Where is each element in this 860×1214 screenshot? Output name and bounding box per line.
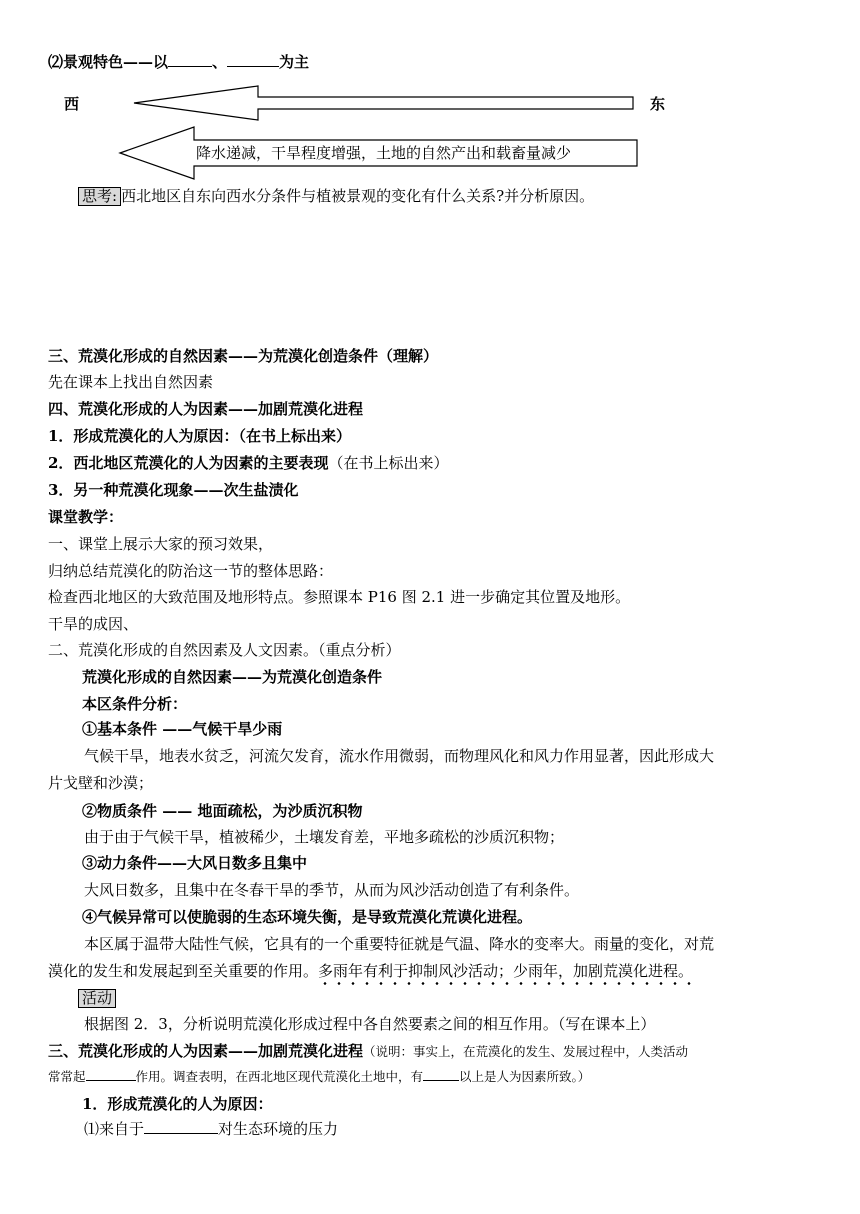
human-note-b1: 常常起 [48, 1069, 86, 1084]
gradient-arrows-diagram [0, 0, 860, 200]
fill-blank[interactable] [423, 1069, 459, 1081]
think-text: 西北地区自东向西水分条件与植被景观的变化有什么关系?并分析原因。 [121, 187, 595, 205]
lesson-p1: 一、课堂上展示大家的预习效果， [48, 535, 274, 553]
human-sub1-b: 对生态环境的压力 [218, 1120, 339, 1138]
fill-blank[interactable] [144, 1119, 218, 1134]
heading-prefix: ⑵景观特色——以 [48, 53, 169, 71]
human-note-b3: 以上是人为因素所致。） [459, 1069, 591, 1084]
think-label: 思考: [78, 187, 121, 206]
west-label: 西 [64, 95, 80, 113]
c4-title: ④气候异常可以使脆弱的生态环境失衡，是导致荒漠化荒谟化进程。 [82, 908, 533, 926]
c4-text-c-emphasis: 多雨年有利于抑制风沙活动；少雨年，加剧荒漠化进程。 [318, 962, 693, 986]
c4-text-b: 漠化的发生和发展起到至关重要的作用。 [48, 962, 319, 980]
human-sub1 [84, 1119, 338, 1139]
c1-text-a: 气候干旱，地表水贫乏，河流欠发育，流水作用微弱，而物理风化和风力作用显著，因此形成大 [84, 747, 715, 765]
lesson-title: 课堂教学： [48, 508, 124, 526]
human-note-b2: 作用。调查表明，在西北地区现代荒漠化土地中，有 [135, 1069, 424, 1084]
lesson-p5: 二、荒漠化形成的自然因素及人文因素。（重点分析） [48, 641, 401, 659]
s4-title: 四、荒漠化形成的人为因素——加剧荒漠化进程 [48, 400, 364, 418]
s4-item1: 1．形成荒漠化的人为原因：（在书上标出来） [48, 427, 351, 445]
s4-item2-title: 2．西北地区荒漠化的人为因素的主要表现 [48, 454, 329, 472]
human-note-a: （说明：事实上，在荒漠化的发生、发展过程中，人类活动 [363, 1044, 689, 1059]
activity-box [78, 988, 116, 1008]
natural-title: 荒漠化形成的自然因素——为荒漠化创造条件 [82, 668, 383, 686]
lesson-p2: 归纳总结荒漠化的防治这一节的整体思路： [48, 562, 334, 580]
heading-suffix: 为主 [279, 53, 310, 71]
human-sub1-a: ⑴来自于 [84, 1120, 145, 1138]
s3-title: 三、荒漠化形成的自然因素——为荒漠化创造条件（理解） [48, 347, 439, 365]
east-label: 东 [650, 95, 666, 113]
human-title-line [48, 1041, 688, 1062]
activity-text: 根据图 2．3，分析说明荒漠化形成过程中各自然要素之间的相互作用。（写在课本上） [84, 1015, 656, 1033]
lesson-p4: 干旱的成因、 [48, 615, 139, 633]
c3-title: ③动力条件——大风日数多且集中 [82, 854, 308, 872]
arrow-caption: 降水递减，干旱程度增强，土地的自然产出和载畜量减少 [196, 144, 572, 162]
fill-blank[interactable] [86, 1069, 136, 1081]
c4-text-a: 本区属于温带大陆性气候，它具有的一个重要特征就是气温、降水的变率大。雨量的变化，对荒 [84, 935, 715, 953]
s4-item2-note: （在书上标出来） [328, 454, 449, 472]
heading-sep: 、 [212, 53, 228, 71]
think-line [78, 186, 594, 206]
c3-text: 大风日数多，且集中在冬春干旱的季节，从而为风沙活动创造了有利条件。 [84, 881, 580, 899]
s4-item3: 3．另一种荒漠化现象——次生盐渍化 [48, 481, 299, 499]
c2-title: ②物质条件 —— 地面疏松，为沙质沉积物 [82, 802, 363, 820]
analysis-title: 本区条件分析： [82, 695, 188, 713]
activity-label: 活动 [78, 989, 116, 1008]
c4-text-b-line [48, 961, 693, 981]
human-note-line [48, 1067, 590, 1087]
s3-note: 先在课本上找出自然因素 [48, 373, 214, 391]
human-title: 三、荒漠化形成的人为因素——加剧荒漠化进程 [48, 1042, 364, 1060]
c1-title: ①基本条件 ——气候干旱少雨 [82, 720, 283, 738]
c1-text-b: 片戈壁和沙漠； [48, 774, 154, 792]
c2-text: 由于由于气候干旱，植被稀少，土壤发育差，平地多疏松的沙质沉积物； [84, 828, 565, 846]
human-item1: 1．形成荒漠化的人为原因： [82, 1095, 273, 1113]
s4-item2 [48, 453, 448, 473]
lesson-p3: 检查西北地区的大致范围及地形特点。参照课本 P16 图 2.1 进一步确定其位置及地形。 [48, 588, 631, 606]
west-arrow-upper [134, 86, 633, 120]
